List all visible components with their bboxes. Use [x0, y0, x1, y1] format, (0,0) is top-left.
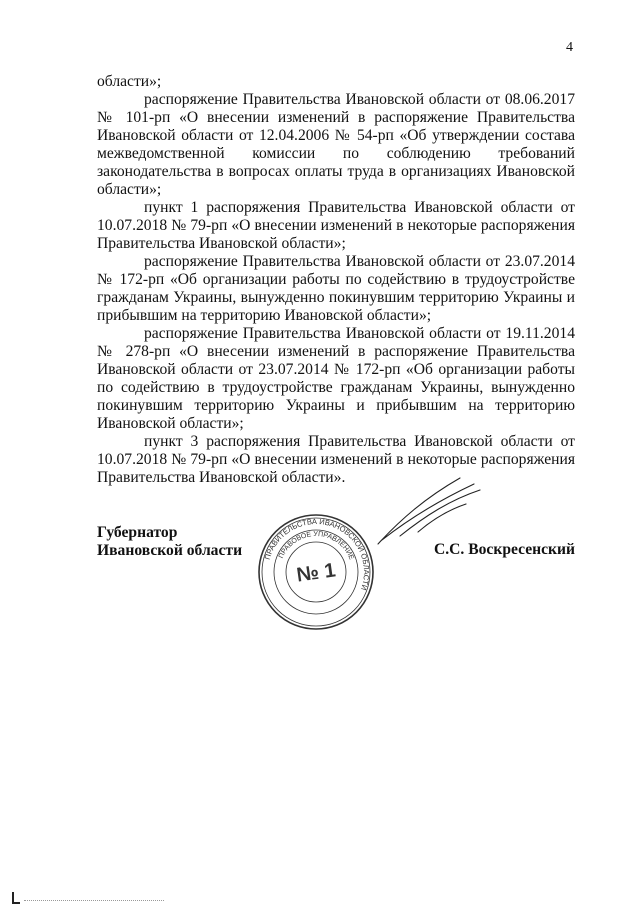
signer-position-line2: Ивановской области [97, 542, 243, 559]
handwritten-signature [370, 470, 490, 550]
scan-artifact [24, 898, 164, 901]
stamp-outer-text: ПРАВИТЕЛЬСТВА ИВАНОВСКОЙ ОБЛАСТИ [262, 516, 372, 592]
paragraph-order-172: распоряжение Правительства Ивановской области от 23.07.2014 № 172-рп «Об организации работы по содействию в трудоустройстве гражданам Украины, вынужденно покинувшим территорию Украины и прибывшим на территорию Ивановской области»; [97, 253, 575, 324]
page-number: 4 [566, 40, 573, 55]
signer-position [97, 524, 242, 560]
paragraph-continuation: области»; [97, 73, 162, 90]
paragraph-order-278: распоряжение Правительства Ивановской области от 19.11.2014 № 278-рп «О внесении изменений в распоряжение Правительства Ивановской области от 23.07.2014 № 172-рп «Об организации работы по содействию в трудоустройстве гражданам Украины, вынужденно покинувшим территорию Украины и прибывшим на территорию Ивановской области»; [97, 325, 575, 432]
stamp-number: № 1 [295, 559, 337, 587]
paragraph-order-101: распоряжение Правительства Ивановской области от 08.06.2017 № 101-рп «О внесении изменений в распоряжение Правительства Ивановской области от 12.04.2006 № 54-рп «Об утверждении состава межведомственной комиссии по соблюдению требований законодательства в вопросах оплаты труда в организациях Ивановской области»; [97, 91, 575, 198]
signer-position-line1: Губернатор [97, 524, 178, 541]
official-stamp [256, 512, 376, 632]
document-body [97, 73, 575, 487]
paragraph-order-79-item-3: пункт 3 распоряжения Правительства Ивановской области от 10.07.2018 № 79-рп «О внесении изменений в некоторые распоряжения Правительства Ивановской области». [97, 433, 575, 486]
scan-corner-mark [12, 892, 20, 904]
signer-name: С.С. Воскресенский [434, 541, 575, 558]
paragraph-order-79-item-1: пункт 1 распоряжения Правительства Ивановской области от 10.07.2018 № 79-рп «О внесении изменений в некоторые распоряжения Правительства Ивановской области»; [97, 199, 575, 252]
stamp-inner-text: ПРАВОВОЕ УПРАВЛЕНИЕ [277, 530, 355, 561]
